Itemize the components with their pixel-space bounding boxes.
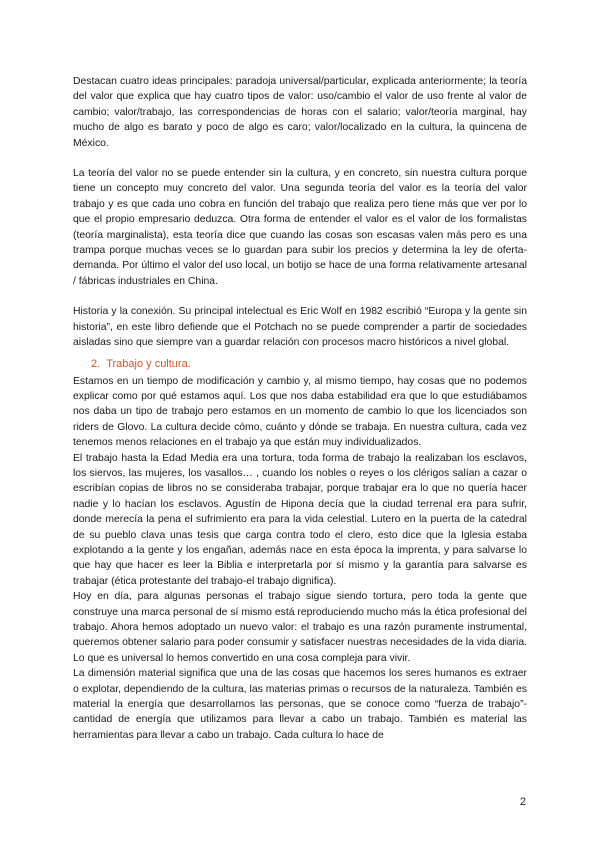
section-paragraph: Hoy en día, para algunas personas el trabajo sigue siendo tortura, pero toda la gente que construye una marca personal de sí mismo está reproduciendo mucho más la ética profesional del trabajo. Ahora hemos adoptado un nuevo valor: el trabajo es una razón puramente instrumental, queremos obtener salario para poder consumir y satisfacer nuestras necesidades de la vida diaria. Lo que es universal lo hemos convertido en una cosa compleja para vivir. bbox=[73, 591, 527, 664]
intro-paragraph-ideas: Destacan cuatro ideas principales: paradoja universal/particular, explicada anteriormente; la teoría del valor que explica que hay cuatro tipos de valor: uso/cambio el valor de uso frente al valor de cambio; valor/trabajo, las correspondencias de horas con el salario; valor/teoría marginal, hay mucho de algo es barato y poco de algo es caro; valor/localizado en la cultura, la quincena de México. bbox=[73, 76, 527, 149]
section-number: 2. bbox=[91, 357, 101, 370]
section-paragraph: Estamos en un tiempo de modificación y cambio y, al mismo tiempo, hay cosas que no podemos explicar como por qué estamos aquí. Los que nos daba estabilidad era que lo que estudiábamos nos daba un tipo de trabajo pero estamos en un momento de cambio lo que los licenciados son riders de Glovo. La cultura decide cómo, cuánto y dónde se trabaja. En nuestra cultura, cada vez tenemos menos relaciones en el trabajo ya que están muy individualizados. bbox=[73, 375, 527, 449]
page-number: 2 bbox=[519, 796, 526, 808]
paragraph-gap bbox=[73, 289, 527, 304]
intro-paragraph-valor: La teoría del valor no se puede entender sin la cultura, y en concreto, sin nuestra cultura porque tiene un concepto muy concreto del valor. Una segunda teoría del valor es la teoría del valor trabajo y es que cada uno cobra en función del trabajo que realiza pero tiene más que ver por lo que el propio empresario deduzca. Otra forma de entender el valor es el valor de los formalistas (teoría marginalista), esta teoría dice que cuando las cosas son escasas valen más pero es una trampa porque muchas veces se lo guardan para subir los precios y determina la ley de oferta-demanda. Por último el valor del uso local, un botijo se hace de una forma relativamente artesanal / fábricas industriales en China. bbox=[73, 168, 527, 287]
section-heading bbox=[91, 356, 527, 372]
section-paragraph: El trabajo hasta la Edad Media era una tortura, toda forma de trabajo la realizaban los esclavos, los siervos, las mujeres, los vasallos… , cuando los nobles o reyes o los clérigos salían a cazar o escribían copias de libros no se consideraba trabajar, porque trabajar era lo que no quería hacer nadie y lo hacían los esclavos. Agustín de Hipona decía que la ciudad terrenal era para sufrir, donde merecía la pena el sufrimiento era para la vida celestial. Lutero en la puerta de la catedral de su pueblo clava unas tesis que carga contra todo el clero, esto dice que la Iglesia estaba explotando a la gente y los engañan, además nace en esta época la imprenta, y para salvarse lo que hay que hacer es leer la Biblia e interpretarla por sí mismo y la garantía para salvarse es trabajar (ética protestante del trabajo-el trabajo dignifica). bbox=[73, 452, 527, 587]
section-paragraph: La dimensión material significa que una de las cosas que hacemos los seres humanos es extraer o explotar, dependiendo de la cultura, las materias primas o recursos de la naturaleza. También es material la energía que desarrollamos las personas, que se conoce como “fuerza de trabajo”- cantidad de energía que utilizamos para llevar a cabo un trabajo. También es material las herramientas para llevar a cabo un trabajo. Cada cultura lo hace de bbox=[73, 668, 527, 741]
page-body bbox=[73, 74, 527, 743]
intro-paragraph-historia: Historia y la conexión. Su principal intelectual es Eric Wolf en 1982 escribió “Europa y la gente sin historia”, en este libro defiende que el Potchach no se puede comprender a partir de sociedades aisladas sino que siempre van a guardar relación con procesos macro históricos a nivel global. bbox=[73, 306, 527, 349]
section-title: Trabajo y cultura. bbox=[106, 357, 191, 370]
paragraph-gap bbox=[73, 151, 527, 166]
